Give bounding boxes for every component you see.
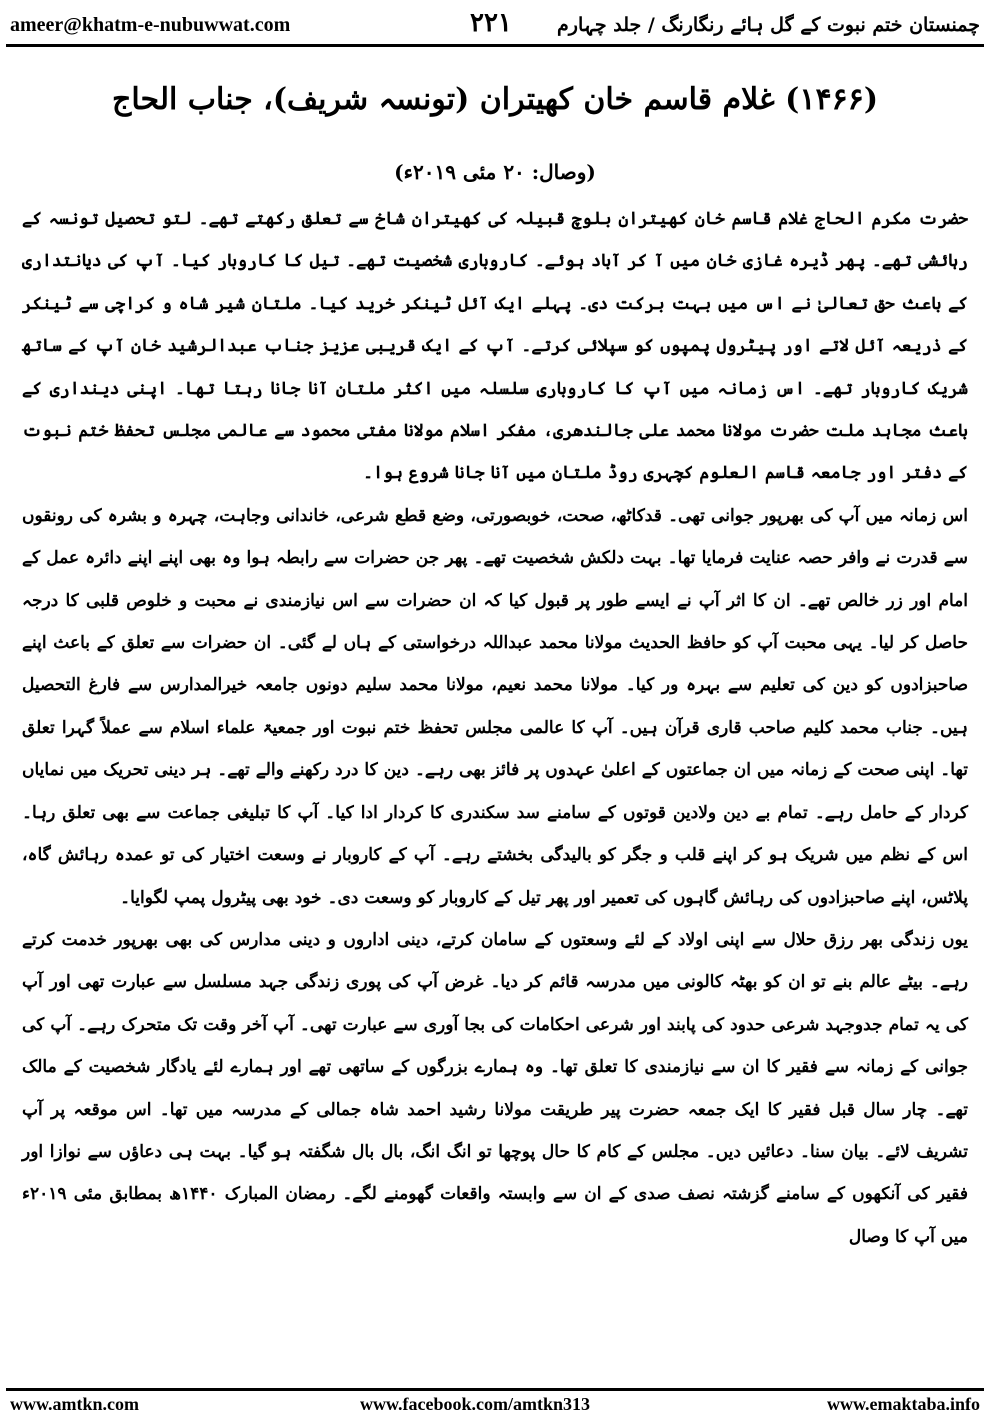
book-title: چمنستان ختم نبوت کے گل ہائے رنگارنگ / جلد چہارم <box>557 14 980 36</box>
paragraph-3: یوں زندگی بھر رزق حلال سے اپنی اولاد کے لئے وسعتوں کے سامان کرتے، دینی اداروں و دینی مدارس کی بھی بھرپور خدمت کرتے رہے۔ بیٹے عالم بنے تو ان کو بھٹہ کالونی میں مدرسہ قائم کر دیا۔ غرض آپ کی پوری زندگی جہد مسلسل سے عبارت تھی اور آپ کی یہ تمام جدوجہد شرعی حدود کی پابند اور شرعی احکامات کی بجا آوری سے عبارت تھی۔ آپ آخر وقت تک متحرک رہے۔ آپ کی جوانی کے زمانہ سے فقیر کا ان سے نیازمندی کا تعلق تھا۔ وہ ہمارے بزرگوں کے ساتھی تھے اور ہمارے لئے یادگار شخصیت کے مالک تھے۔ چار سال قبل فقیر کا ایک جمعہ حضرت پیر طریقت مولانا رشید احمد شاہ جمالی کے مدرسہ میں تھا۔ اس موقعہ پر آپ تشریف لائے۔ بیان سنا۔ دعائیں دیں۔ مجلس کے کام کا حال پوچھا تو انگ انگ، بال بال شگفتہ ہو گیا۔ بہت ہی دعاؤں سے نوازا اور فقیر کی آنکھوں کے سامنے گزشتہ نصف صدی کے ان سے وابستہ واقعات گھومنے لگے۔ رمضان المبارک ۱۴۴۰ھ بمطابق مئی ۲۰۱۹ء میں آپ کا وصال <box>22 929 968 1247</box>
entry-title: (۱۴۶۶) غلام قاسم خان کھیتران (تونسہ شریف)، جناب الحاج <box>111 82 879 117</box>
header-rule <box>6 44 984 47</box>
entry-date: (وصال: ۲۰ مئی ۲۰۱۹ء) <box>394 160 596 184</box>
article-body <box>22 198 968 1258</box>
page-footer <box>0 1392 990 1418</box>
paragraph-2: اس زمانہ میں آپ کی بھرپور جوانی تھی۔ قدکاٹھ، صحت، خوبصورتی، وضع قطع شرعی، خاندانی وجاہت، چہرہ و بشرہ کی رونقوں سے قدرت نے وافر حصہ عنایت فرمایا تھا۔ بہت دلکش شخصیت تھے۔ پھر جن حضرات سے رابطہ ہوا وہ بھی اپنے اپنے دائرہ عمل کے امام اور زر خالص تھے۔ ان کا اثر آپ نے ایسے طور پر قبول کیا کہ ان حضرات سے اس نیازمندی نے محبت و خلوص قلبی کا درجہ حاصل کر لیا۔ یہی محبت آپ کو حافظ الحدیث مولانا محمد عبداللہ درخواستی کے ہاں لے گئی۔ ان حضرات سے تعلق کے باعث اپنے صاحبزادوں کو دین کی تعلیم سے بہرہ ور کیا۔ مولانا محمد نعیم، مولانا محمد سلیم دونوں جامعہ خیرالمدارس سے فارغ التحصیل ہیں۔ جناب محمد کلیم صاحب قاری قرآن ہیں۔ آپ کا عالمی مجلس تحفظ ختم نبوت اور جمعیۃ علماء اسلام سے عملاً گہرا تعلق تھا۔ اپنی صحت کے زمانہ میں ان جماعتوں کے اعلیٰ عہدوں پر فائز بھی رہے۔ دین کا درد رکھنے والے تھے۔ ہر دینی تحریک میں نمایاں کردار کے حامل رہے۔ تمام بے دین ولادین قوتوں کے سامنے سد سکندری کا کردار ادا کیا۔ آپ کا تبلیغی جماعت سے بھی تعلق رہا۔ اس کے نظم میں شریک ہو کر اپنے قلب و جگر کو بالیدگی بخشتے رہے۔ آپ کے کاروبار نے وسعت اختیار کی تو عمدہ رہائش گاہ، پلاٹس، اپنے صاحبزادوں کی رہائش گاہوں کی تعمیر اور پھر تیل کے کاروبار کو وسعت دی۔ خود بھی پیٹرول پمپ لگوایا۔ <box>22 505 968 908</box>
page-number: ۲۲۱ <box>470 8 512 38</box>
footer-emaktaba-link[interactable]: www.emaktaba.info <box>826 1394 980 1414</box>
paragraph-1: حضرت مکرم الحاج غلام قاسم خان کھیتران بلوچ قبیلہ کی کھیتران شاخ سے تعلق رکھتے تھے۔ لتو تحصیل تونسہ کے رہائشی تھے۔ پھر ڈیرہ غازی خان میں آ کر آباد ہوئے۔ کاروباری شخصیت تھے۔ تیل کا کاروبار کیا۔ آپ کی دیانتداری کے باعث حق تعالیٰ نے اس میں بہت برکت دی۔ پہلے ایک آئل ٹینکر خرید کیا۔ ملتان شیر شاہ و کراچی سے ٹینکر کے ذریعہ آئل لاتے اور پیٹرول پمپوں کو سپلائی کرتے۔ آپ کے ایک قریبی عزیز جناب عبدالرشید خان آپ کے ساتھ شریک کاروبار تھے۔ اس زمانہ میں آپ کا کاروباری سلسلہ میں اکثر ملتان آنا جانا رہتا تھا۔ اپنی دینداری کے باعث مجاہد ملت حضرت مولانا محمد علی جالندھری، مفکر اسلام مولانا مفتی محمود سے عالمی مجلس تحفظ ختم نبوت کے دفتر اور جامعہ قاسم العلوم کچہری روڈ ملتان میں آنا جانا شروع ہوا۔ <box>22 209 968 484</box>
footer-facebook-link[interactable]: www.facebook.com/amtkn313 <box>360 1394 590 1414</box>
footer-website-link[interactable]: www.amtkn.com <box>10 1394 139 1414</box>
footer-rule <box>6 1388 984 1391</box>
page-header <box>0 8 990 48</box>
header-email: ameer@khatm-e-nubuwwat.com <box>10 14 291 36</box>
